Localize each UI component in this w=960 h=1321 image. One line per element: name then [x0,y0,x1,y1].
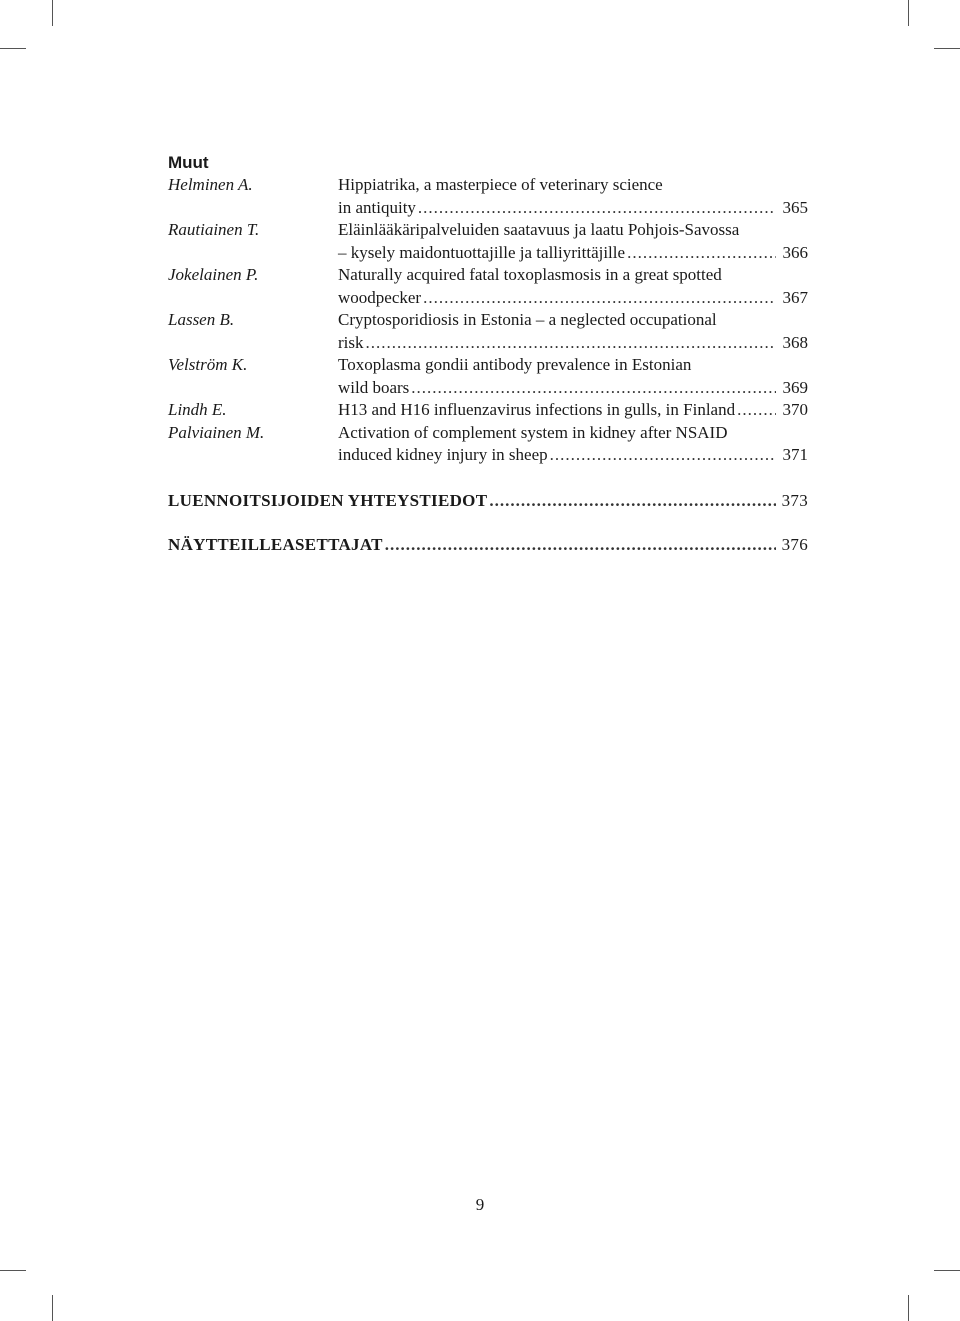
crop-mark [0,48,26,49]
entry-title-line: – kysely maidontuottajille ja talliyrittäjille [338,242,626,262]
toc-entries [168,174,808,467]
toc-entry [168,174,808,219]
entry-title [338,354,808,399]
entry-title-line: Cryptosporidiosis in Estonia – a neglected occupational [338,310,717,329]
entry-author: Lassen B. [168,310,235,329]
page-number: 9 [475,1195,485,1214]
dot-leader [627,242,776,265]
crop-mark [52,1295,53,1321]
toc-entry [168,219,808,264]
crop-mark [52,0,53,26]
toc-section [168,490,808,512]
section-title: LUENNOITSIJOIDEN YHTEYSTIEDOT [168,490,488,510]
crop-mark [908,1295,909,1321]
entry-title [338,174,808,219]
dot-leader [550,444,776,467]
toc-entry [168,264,808,309]
crop-mark [934,1270,960,1271]
dot-leader [385,534,776,556]
entry-last-line [338,399,808,422]
entry-page: 365 [782,197,808,217]
entry-title-line: in antiquity [338,197,416,217]
entry-title-line: Naturally acquired fatal toxoplasmosis in a great spotted [338,265,722,284]
entry-author: Lindh E. [168,400,227,419]
entry-last-line [338,197,808,220]
entry-title [338,219,808,264]
entry-title [338,264,808,309]
crop-mark [934,48,960,49]
section-page: 376 [781,534,808,554]
entry-last-line [338,242,808,265]
entry-author: Helminen A. [168,175,253,194]
entry-title-line: risk [338,332,364,352]
crop-mark [0,1270,26,1271]
toc-entry [168,399,808,422]
entry-last-line [338,377,808,400]
entry-title [338,422,808,467]
entry-title-line: wild boars [338,377,410,397]
entry-author: Velström K. [168,355,248,374]
entry-page: 371 [782,445,808,464]
entry-page: 370 [782,400,808,419]
entry-page: 366 [782,242,808,262]
dot-leader [737,399,776,422]
section-page: 373 [781,490,808,510]
section-title: NÄYTTEILLEASETTAJAT [168,534,383,554]
dot-leader [489,490,776,512]
entry-author: Jokelainen P. [168,265,259,284]
dot-leader [423,287,776,310]
entry-title [338,309,808,354]
entry-author: Palviainen M. [168,422,265,442]
entry-page: 367 [782,287,808,307]
entry-page: 368 [782,332,808,352]
entry-title-line: induced kidney injury in sheep [338,445,548,464]
entry-author: Rautiainen T. [168,220,260,239]
entry-title-line: Hippiatrika, a masterpiece of veterinary science [338,175,663,194]
dot-leader [411,377,776,400]
entry-title-line: woodpecker [338,287,422,307]
entry-title-line: Eläinlääkäripalveluiden saatavuus ja laatu Pohjois-Savossa [338,220,740,239]
toc-entry [168,354,808,399]
toc-sections [168,490,808,556]
toc-section [168,534,808,556]
entry-title [338,399,808,422]
toc-entry [168,309,808,354]
entry-last-line [338,332,808,355]
entry-last-line [338,444,808,467]
toc-entry [168,422,808,467]
entry-page: 369 [782,377,808,397]
dot-leader [418,197,776,220]
crop-mark [908,0,909,26]
dot-leader [366,332,777,355]
entry-title-line: Toxoplasma gondii antibody prevalence in Estonian [338,355,692,374]
toc-heading: Muut [168,153,209,172]
entry-last-line [338,287,808,310]
entry-title-line: H13 and H16 influenzavirus infections in gulls, in Finland [338,400,736,419]
table-of-contents [168,152,808,556]
entry-title-line: Activation of complement system in kidney after NSAID [338,422,728,442]
